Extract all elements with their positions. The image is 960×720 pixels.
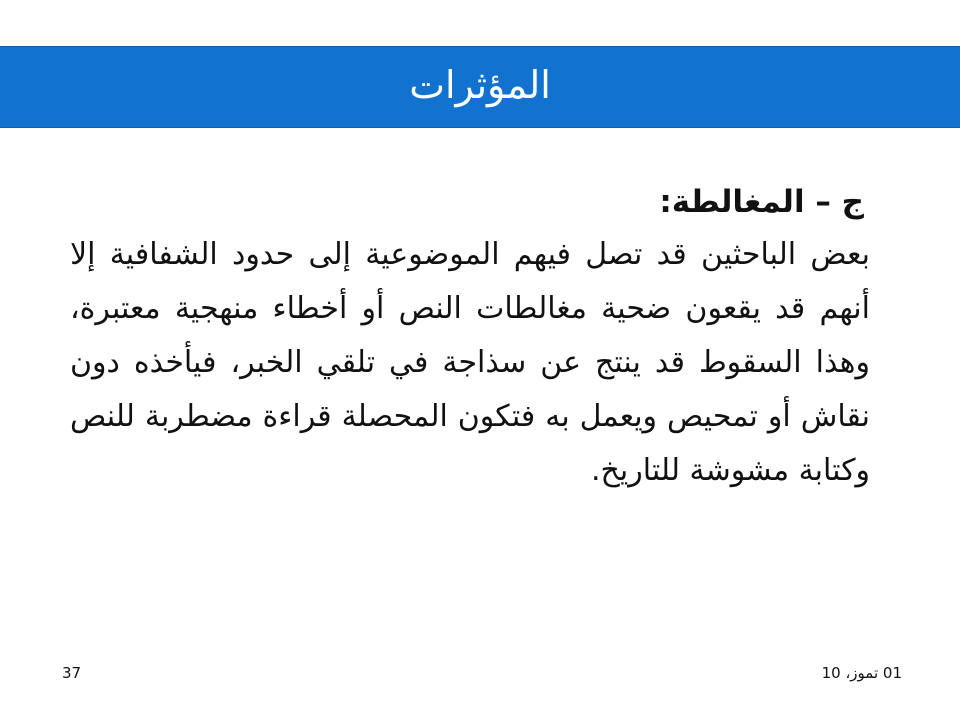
slide-body xyxy=(70,176,870,498)
title-bar xyxy=(0,46,960,128)
subheading: ج – المغالطة: xyxy=(659,184,864,220)
slide-title: المؤثرات xyxy=(409,63,551,107)
footer-date: 01 تموز، 10 xyxy=(821,664,902,682)
body-paragraph: بعض الباحثين قد تصل فيهم الموضوعية إلى حدود الشفافية إلا أنهم قد يقعون ضحية مغالطات النص أو أخطاء منهجية معتبرة، وهذا السقوط قد ينتج عن سذاجة في تلقي الخبر، فيأخذه دون نقاش أو تمحيص ويعمل به فتكون المحصلة قراءة مضطربة للنص وكتابة مشوشة للتاريخ. xyxy=(70,237,870,488)
page-number: 37 xyxy=(62,664,82,682)
